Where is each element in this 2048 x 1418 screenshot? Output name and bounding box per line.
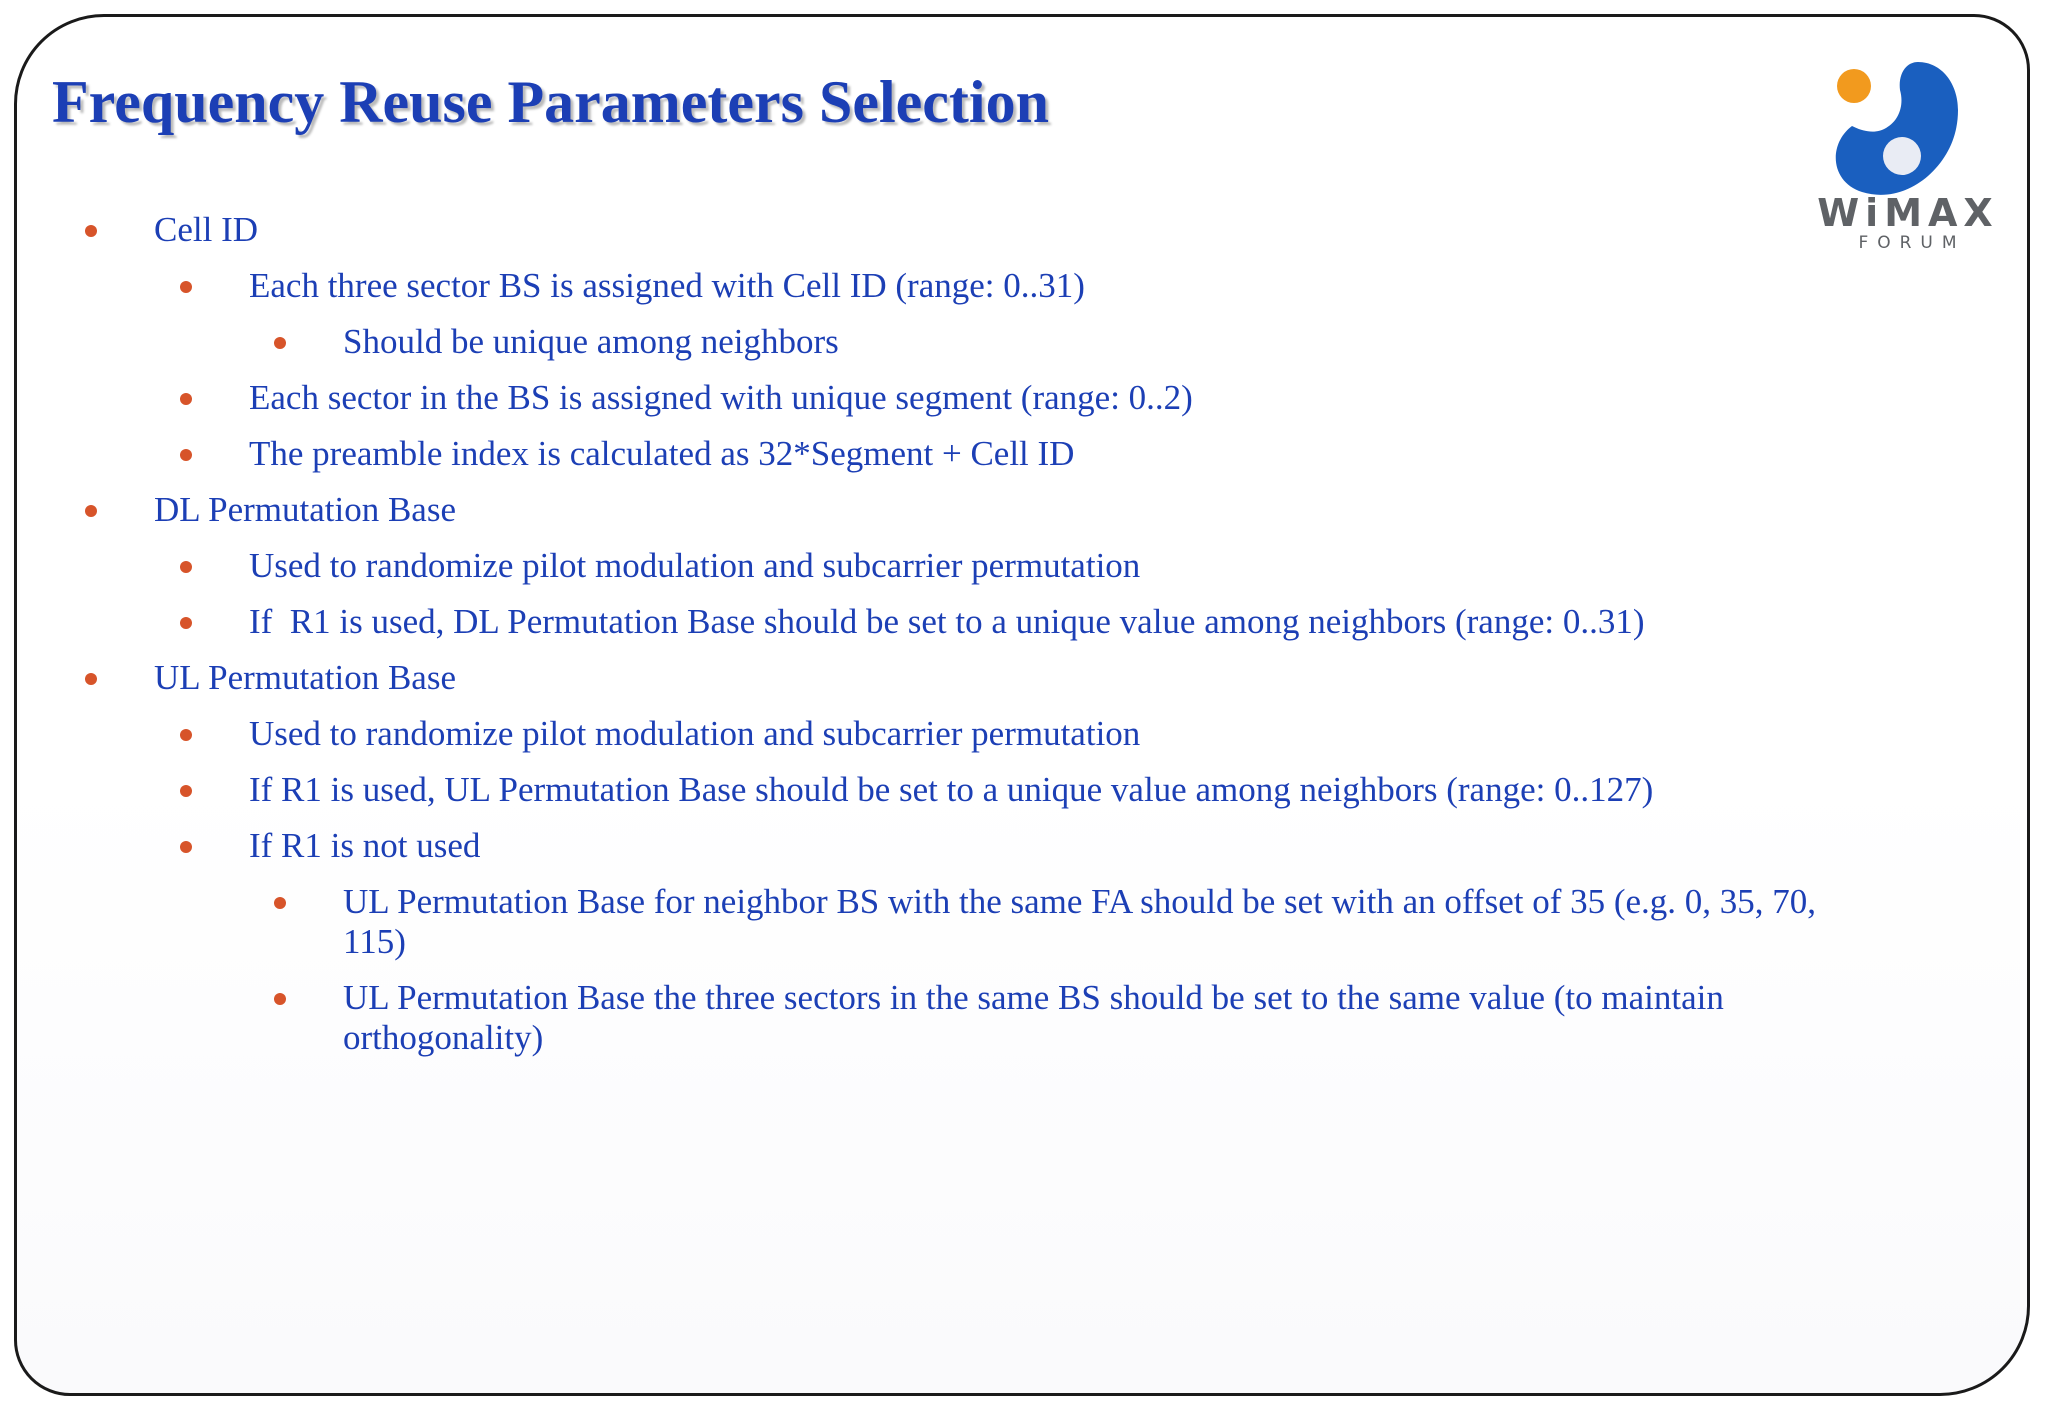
- slide-title: Frequency Reuse Parameters Selection: [52, 69, 1049, 135]
- bullet-text: Should be unique among neighbors: [343, 322, 839, 361]
- bullet-dot-icon: [180, 393, 192, 405]
- list-item: [0, 378, 1880, 418]
- list-item: [0, 882, 1880, 962]
- logo-subtext: FORUM: [1858, 233, 1966, 252]
- bullet-text: Cell ID: [154, 210, 259, 249]
- bullet-text: DL Permutation Base: [154, 490, 456, 529]
- bullet-dot-icon: [85, 505, 97, 517]
- bullet-dot-icon: [180, 281, 192, 293]
- list-item: [0, 322, 1880, 362]
- list-item: [0, 490, 1880, 530]
- bullet-list: [0, 210, 1880, 1074]
- bullet-dot-icon: [180, 449, 192, 461]
- bullet-dot-icon: [274, 337, 286, 349]
- bullet-text: If R1 is used, UL Permutation Base should be set to a unique value among neighbors (range: 0..127): [249, 770, 1654, 809]
- list-item: [0, 602, 1880, 642]
- list-item: [0, 546, 1880, 586]
- list-item: [0, 978, 1880, 1058]
- list-item: [0, 434, 1880, 474]
- bullet-text: UL Permutation Base: [154, 658, 456, 697]
- bullet-dot-icon: [274, 993, 286, 1005]
- list-item: [0, 770, 1880, 810]
- bullet-text: Used to randomize pilot modulation and subcarrier permutation: [249, 546, 1141, 585]
- list-item: [0, 714, 1880, 754]
- bullet-dot-icon: [180, 785, 192, 797]
- bullet-dot-icon: [180, 617, 192, 629]
- list-item: [0, 266, 1880, 306]
- list-item: [0, 826, 1880, 866]
- logo-white-orb: [1883, 137, 1921, 175]
- bullet-dot-icon: [180, 561, 192, 573]
- bullet-text: If R1 is not used: [249, 826, 481, 865]
- bullet-text: The preamble index is calculated as 32*Segment + Cell ID: [249, 434, 1075, 473]
- bullet-text: UL Permutation Base for neighbor BS with the same FA should be set with an offset of 35 (e.g. 0, 35, 70, 115): [343, 882, 1817, 961]
- list-item: [0, 658, 1880, 698]
- bullet-text: Used to randomize pilot modulation and subcarrier permutation: [249, 714, 1141, 753]
- list-item: [0, 210, 1880, 250]
- bullet-text: Each three sector BS is assigned with Cell ID (range: 0..31): [249, 266, 1085, 305]
- bullet-text: If R1 is used, DL Permutation Base should be set to a unique value among neighbors (range: 0..31): [249, 602, 1645, 641]
- bullet-text: UL Permutation Base the three sectors in the same BS should be set to the same value (to maintain orthogonality): [343, 978, 1724, 1057]
- bullet-dot-icon: [85, 673, 97, 685]
- bullet-dot-icon: [85, 225, 97, 237]
- bullet-text: Each sector in the BS is assigned with unique segment (range: 0..2): [249, 378, 1193, 417]
- bullet-dot-icon: [180, 729, 192, 741]
- bullet-dot-icon: [180, 841, 192, 853]
- logo-wordmark: WiMAX: [1817, 191, 1999, 235]
- logo-orange-dot: [1837, 69, 1871, 103]
- bullet-dot-icon: [274, 897, 286, 909]
